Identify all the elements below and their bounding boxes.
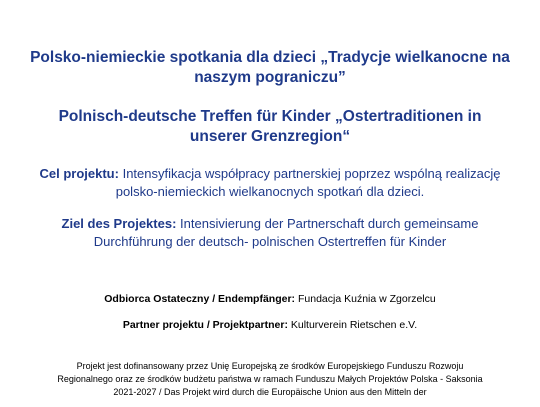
title-german: Polnisch-deutsche Treffen für Kinder „Ostertraditionen in unserer Grenzregion“: [58, 108, 482, 145]
project-goal-polish: [30, 165, 510, 201]
project-partner: [20, 318, 520, 332]
project-goal-german-label: Ziel des Projektes:: [61, 216, 177, 231]
title-polish: Polsko-niemieckie spotkania dla dzieci „Tradycje wielkanocne na naszym pograniczu”: [30, 49, 510, 86]
project-goal-polish-text: Intensyfikacja współpracy partnerskiej poprzez wspólną realizację polsko-niemieckich wielkanocnych spotkań dla dzieci.: [115, 166, 501, 199]
final-recipient-value: Fundacja Kuźnia w Zgorzelcu: [297, 293, 436, 305]
funding-notice: Projekt jest dofinansowany przez Unię Europejską ze środków Europejskiego Funduszu Rozwoju Regionalnego oraz ze środków budżetu państwa w ramach Funduszu Małych Projektów Polska - Saksonia 2021-2027 / Das Projekt wird durch die Europäische Union aus den Mitteln der: [57, 361, 483, 397]
project-partner-value: Kulturverein Rietschen e.V.: [290, 319, 418, 331]
project-goal-german-text: Intensivierung der Partnerschaft durch gemeinsame Durchführung der deutsch- polnischen Ostertreffen für Kinder: [93, 216, 479, 249]
final-recipient: [20, 292, 520, 306]
final-recipient-label: Odbiorca Ostateczny / Endempfänger:: [104, 293, 296, 305]
project-goal-german: [30, 215, 510, 251]
project-partner-label: Partner projektu / Projektpartner:: [122, 319, 288, 331]
project-goal-polish-label: Cel projektu:: [39, 166, 119, 181]
